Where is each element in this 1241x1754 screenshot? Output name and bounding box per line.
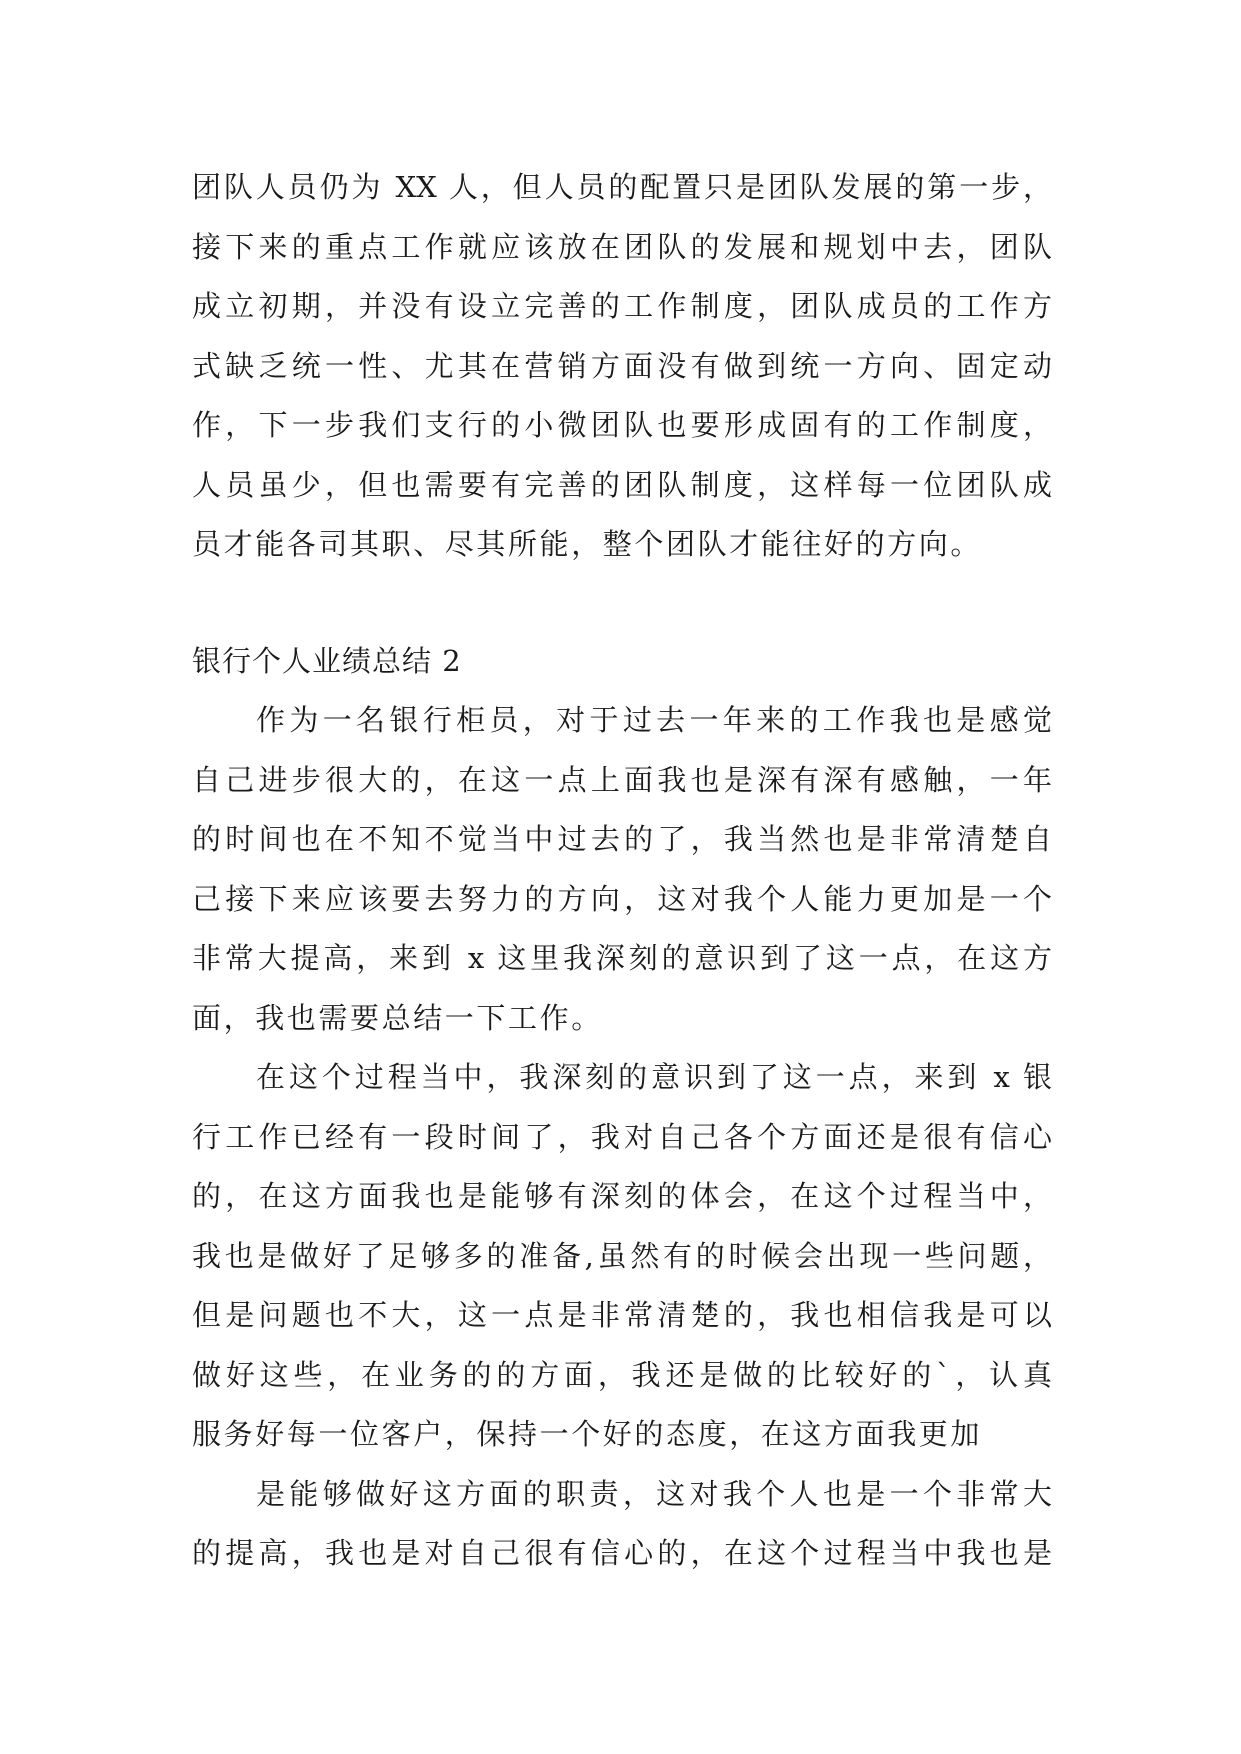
text-line: 接下来的重点工作就应该放在团队的发展和规划中去，团队 [192,229,1052,264]
text-line: 在这个过程当中，我深刻的意识到了这一点，来到 x 银 [256,1060,1052,1094]
text-line: 非常大提高，来到 x 这里我深刻的意识到了这一点，在这方 [192,941,1052,975]
text-line: 我也是做好了足够多的准备,虽然有的时候会出现一些问题， [192,1238,1052,1273]
paragraph-duties [192,1465,1052,1584]
text-line: 人员虽少，但也需要有完善的团队制度，这样每一位团队成 [192,467,1052,502]
paragraph-team-development [192,158,1052,575]
text-line: 的时间也在不知不觉当中过去的了，我当然也是非常清楚自 [192,822,1052,856]
text-line: 员才能各司其职、尽其所能，整个团队才能往好的方向。 [192,527,983,561]
text-line: 的提高，我也是对自己很有信心的，在这个过程当中我也是 [192,1536,1052,1570]
paragraph-teller-intro [192,691,1052,1048]
text-line: 作，下一步我们支行的小微团队也要形成固有的工作制度， [192,408,1052,442]
section-title: 银行个人业绩总结 2 [192,643,462,678]
text-line: 的，在这方面我也是能够有深刻的体会，在这个过程当中， [192,1179,1052,1213]
text-line: 团队人员仍为 XX 人，但人员的配置只是团队发展的第一步， [192,170,1052,204]
text-line: 服务好每一位客户，保持一个好的态度，在这方面我更加 [192,1417,983,1451]
text-line: 自己进步很大的，在这一点上面我也是深有深有感触，一年 [192,762,1052,797]
text-line: 做好这些，在业务的的方面，我还是做的比较好的`，认真 [192,1357,1052,1392]
text-line: 作为一名银行柜员，对于过去一年来的工作我也是感觉 [256,703,1052,737]
text-line: 己接下来应该要去努力的方向，这对我个人能力更加是一个 [192,881,1052,916]
text-line: 是能够做好这方面的职责，这对我个人也是一个非常大 [256,1476,1052,1511]
document-page [192,158,1052,1584]
paragraph-process [192,1048,1052,1465]
text-line: 面，我也需要总结一下工作。 [192,1000,603,1035]
text-line: 式缺乏统一性、尤其在营销方面没有做到统一方向、固定动 [192,348,1052,383]
text-line: 成立初期，并没有设立完善的工作制度，团队成员的工作方 [192,289,1052,323]
text-line: 但是问题也不大，这一点是非常清楚的，我也相信我是可以 [192,1298,1052,1332]
text-line: 行工作已经有一段时间了，我对自己各个方面还是很有信心 [192,1119,1052,1154]
